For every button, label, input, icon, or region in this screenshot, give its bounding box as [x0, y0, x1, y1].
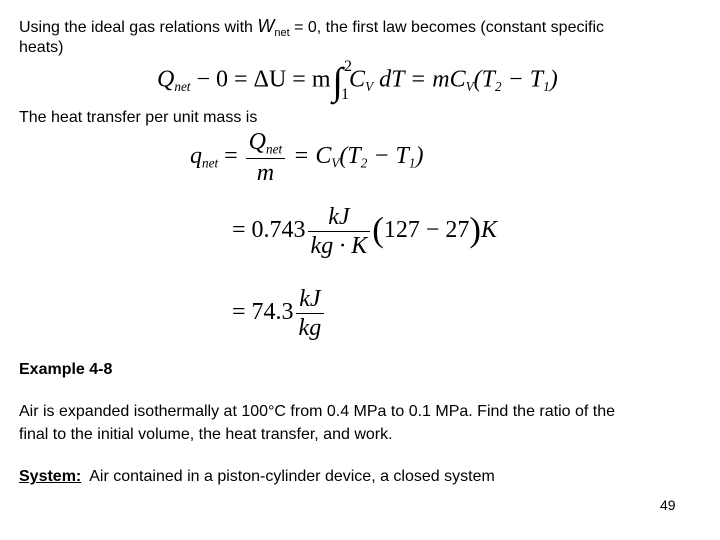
system-text: Air contained in a piston-cylinder device, a closed system	[81, 468, 495, 485]
eq2-paren-close: )	[415, 142, 424, 169]
work-symbol: W	[257, 16, 275, 36]
eq2-eq: =	[218, 142, 244, 169]
example-title: Example 4-8	[19, 361, 113, 378]
eq1-t2-sub: 2	[494, 78, 502, 94]
eq4-numerator: kJ	[296, 287, 325, 314]
eq2-cv-sub: V	[331, 155, 340, 171]
eq3-unit: K	[480, 217, 497, 244]
eq1-minus: − T	[501, 66, 544, 93]
system-label: System:	[19, 468, 82, 485]
eq2-num-q: Q	[248, 129, 267, 155]
eq2-denominator: m	[256, 159, 275, 186]
eq2-paren-open: (T	[339, 142, 361, 169]
eq1-dt: dT = mC	[373, 66, 466, 93]
eq2-minus: − T	[367, 142, 409, 169]
eq3-denominator: kg · K	[310, 233, 368, 259]
page-number: 49	[660, 497, 676, 513]
intro-before: Using the ideal gas relations with	[19, 19, 258, 36]
eq2-numerator	[246, 130, 285, 159]
eq1-cv: C	[349, 66, 366, 93]
integral-sign: ∫ 2 1	[332, 58, 353, 104]
eq1-q: Q	[157, 66, 175, 93]
heat-transfer-text: The heat transfer per unit mass is	[19, 109, 258, 126]
eq2-q-sub: net	[202, 155, 219, 171]
eq1-q-sub: net	[174, 78, 191, 94]
intro-line-1	[19, 15, 604, 44]
eq3-fraction	[308, 205, 371, 258]
eq1-cv2-sub: V	[465, 78, 474, 94]
substitution-equation	[232, 205, 497, 258]
eq3-numerator: kJ	[308, 205, 371, 232]
eq2-num-sub: net	[266, 141, 283, 157]
eq3-paren-close: )	[469, 210, 481, 250]
eq1-t1-sub: 1	[543, 78, 550, 94]
eq2-fraction	[246, 130, 285, 185]
eq4-denominator: kg	[298, 315, 322, 341]
eq2-rest: = C	[287, 142, 332, 169]
eq3-paren-open: (	[372, 210, 384, 250]
eq4-value: = 74.3	[232, 299, 294, 326]
eq3-value: = 0.743	[232, 217, 306, 244]
intro-after: = 0, the first law becomes (constant specific	[289, 19, 605, 36]
eq2-q: q	[190, 142, 202, 169]
system-line	[19, 466, 495, 488]
integral-lower-limit: 1	[340, 86, 350, 104]
problem-line-2: final to the initial volume, the heat transfer, and work.	[19, 426, 393, 443]
eq2-t1-sub: 1	[408, 155, 416, 171]
problem-line-1: Air is expanded isothermally at 100°C from 0.4 MPa to 0.1 MPa. Find the ratio of the	[19, 403, 616, 420]
eq1-rest1: − 0 = ΔU = m	[190, 66, 331, 93]
integral-upper-limit: 2	[343, 58, 353, 75]
eq4-fraction	[296, 287, 325, 340]
heat-per-mass-equation	[190, 130, 423, 185]
eq1-paren-open: (T	[473, 66, 495, 93]
eq2-t2-sub: 2	[360, 155, 368, 171]
eq3-inner: 127 − 27	[383, 217, 470, 244]
eq1-cv-sub: V	[365, 78, 374, 94]
intro-line-2: heats)	[19, 39, 64, 56]
result-equation	[232, 287, 326, 340]
eq1-paren-close: )	[549, 66, 558, 93]
work-subscript: net	[274, 26, 290, 39]
first-law-equation	[157, 58, 558, 104]
